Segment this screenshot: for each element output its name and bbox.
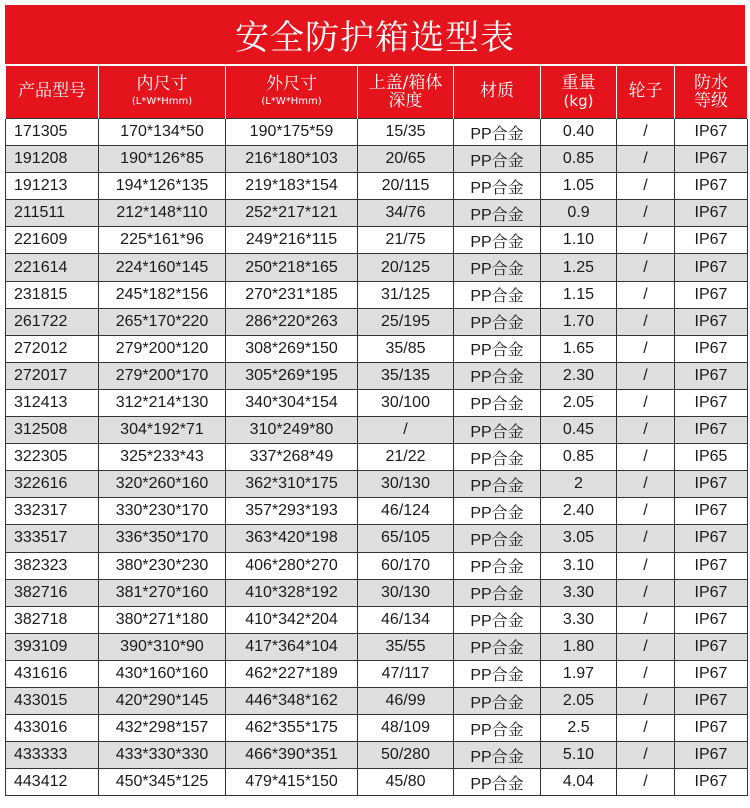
- cell-inner-size: 170*134*50: [99, 119, 226, 146]
- cell-model: 221614: [6, 254, 99, 281]
- table-row: [6, 227, 748, 254]
- cell-outer-size: 357*293*193: [226, 498, 358, 525]
- cell-depth: 46/124: [358, 498, 454, 525]
- cell-weight: 0.85: [541, 444, 617, 471]
- cell-inner-size: 430*160*160: [99, 660, 226, 687]
- cell-model: 382716: [6, 579, 99, 606]
- cell-waterproof: IP67: [675, 769, 748, 796]
- cell-model: 322616: [6, 471, 99, 498]
- cell-wheels: /: [617, 525, 675, 552]
- cell-waterproof: IP67: [675, 498, 748, 525]
- cell-material: PP合金: [454, 281, 541, 308]
- table-row: [6, 525, 748, 552]
- cell-model: 433016: [6, 715, 99, 742]
- cell-outer-size: 410*328*192: [226, 579, 358, 606]
- cell-waterproof: IP67: [675, 471, 748, 498]
- cell-waterproof: IP67: [675, 200, 748, 227]
- table-row: [6, 417, 748, 444]
- cell-wheels: /: [617, 335, 675, 362]
- cell-waterproof: IP67: [675, 362, 748, 389]
- selection-table: [5, 66, 748, 796]
- cell-outer-size: 270*231*185: [226, 281, 358, 308]
- cell-material: PP合金: [454, 525, 541, 552]
- cell-model: 382718: [6, 606, 99, 633]
- cell-weight: 2.40: [541, 498, 617, 525]
- cell-depth: 50/280: [358, 742, 454, 769]
- cell-inner-size: 224*160*145: [99, 254, 226, 281]
- cell-model: 333517: [6, 525, 99, 552]
- cell-outer-size: 410*342*204: [226, 606, 358, 633]
- cell-inner-size: 380*271*180: [99, 606, 226, 633]
- table-row: [6, 308, 748, 335]
- cell-outer-size: 219*183*154: [226, 173, 358, 200]
- cell-depth: 35/55: [358, 633, 454, 660]
- cell-material: PP合金: [454, 769, 541, 796]
- cell-model: 171305: [6, 119, 99, 146]
- cell-inner-size: 450*345*125: [99, 769, 226, 796]
- cell-model: 433333: [6, 742, 99, 769]
- table-row: [6, 200, 748, 227]
- cell-inner-size: 194*126*135: [99, 173, 226, 200]
- cell-weight: 5.10: [541, 742, 617, 769]
- cell-model: 433015: [6, 687, 99, 714]
- cell-depth: 30/130: [358, 471, 454, 498]
- cell-weight: 1.80: [541, 633, 617, 660]
- cell-inner-size: 433*330*330: [99, 742, 226, 769]
- cell-material: PP合金: [454, 417, 541, 444]
- cell-depth: 35/135: [358, 362, 454, 389]
- cell-outer-size: 479*415*150: [226, 769, 358, 796]
- table-body: [6, 119, 748, 796]
- cell-outer-size: 310*249*80: [226, 417, 358, 444]
- cell-depth: 35/85: [358, 335, 454, 362]
- table-row: [6, 579, 748, 606]
- cell-outer-size: 337*268*49: [226, 444, 358, 471]
- cell-waterproof: IP67: [675, 308, 748, 335]
- cell-material: PP合金: [454, 471, 541, 498]
- table-row: [6, 471, 748, 498]
- cell-model: 312508: [6, 417, 99, 444]
- table-row: [6, 769, 748, 796]
- cell-wheels: /: [617, 498, 675, 525]
- header-weight: 重量 (kg): [541, 66, 617, 119]
- cell-wheels: /: [617, 660, 675, 687]
- cell-material: PP合金: [454, 660, 541, 687]
- cell-weight: 1.15: [541, 281, 617, 308]
- cell-weight: 3.30: [541, 606, 617, 633]
- cell-wheels: /: [617, 173, 675, 200]
- cell-waterproof: IP65: [675, 444, 748, 471]
- cell-waterproof: IP67: [675, 633, 748, 660]
- cell-weight: 2.5: [541, 715, 617, 742]
- cell-waterproof: IP67: [675, 606, 748, 633]
- table-row: [6, 552, 748, 579]
- cell-outer-size: 252*217*121: [226, 200, 358, 227]
- cell-inner-size: 225*161*96: [99, 227, 226, 254]
- cell-model: 322305: [6, 444, 99, 471]
- cell-waterproof: IP67: [675, 579, 748, 606]
- table-row: [6, 660, 748, 687]
- table-row: [6, 254, 748, 281]
- cell-material: PP合金: [454, 552, 541, 579]
- cell-outer-size: 249*216*115: [226, 227, 358, 254]
- cell-inner-size: 312*214*130: [99, 389, 226, 416]
- cell-material: PP合金: [454, 606, 541, 633]
- cell-waterproof: IP67: [675, 119, 748, 146]
- cell-material: PP合金: [454, 227, 541, 254]
- cell-material: PP合金: [454, 444, 541, 471]
- table-row: [6, 742, 748, 769]
- cell-waterproof: IP67: [675, 173, 748, 200]
- table-row: [6, 146, 748, 173]
- cell-weight: 2.05: [541, 389, 617, 416]
- cell-depth: 15/35: [358, 119, 454, 146]
- cell-waterproof: IP67: [675, 335, 748, 362]
- cell-wheels: /: [617, 119, 675, 146]
- cell-waterproof: IP67: [675, 146, 748, 173]
- cell-wheels: /: [617, 227, 675, 254]
- cell-waterproof: IP67: [675, 227, 748, 254]
- table-row: [6, 362, 748, 389]
- cell-weight: 3.05: [541, 525, 617, 552]
- cell-wheels: /: [617, 281, 675, 308]
- cell-outer-size: 308*269*150: [226, 335, 358, 362]
- cell-weight: 1.25: [541, 254, 617, 281]
- header-outer-size: 外尺寸 (L*W*Hmm): [226, 66, 358, 119]
- cell-material: PP合金: [454, 308, 541, 335]
- cell-material: PP合金: [454, 742, 541, 769]
- cell-outer-size: 462*355*175: [226, 715, 358, 742]
- cell-weight: 1.97: [541, 660, 617, 687]
- cell-outer-size: 406*280*270: [226, 552, 358, 579]
- cell-weight: 1.05: [541, 173, 617, 200]
- cell-inner-size: 325*233*43: [99, 444, 226, 471]
- cell-wheels: /: [617, 742, 675, 769]
- table-row: [6, 498, 748, 525]
- table-row: [6, 633, 748, 660]
- cell-weight: 2.05: [541, 687, 617, 714]
- cell-model: 332317: [6, 498, 99, 525]
- cell-outer-size: 286*220*263: [226, 308, 358, 335]
- table-header-row: [6, 66, 748, 119]
- cell-wheels: /: [617, 687, 675, 714]
- cell-model: 261722: [6, 308, 99, 335]
- header-material: 材质: [454, 66, 541, 119]
- cell-waterproof: IP67: [675, 525, 748, 552]
- cell-depth: 30/100: [358, 389, 454, 416]
- cell-material: PP合金: [454, 579, 541, 606]
- header-model: 产品型号: [6, 66, 99, 119]
- cell-model: 272017: [6, 362, 99, 389]
- cell-inner-size: 432*298*157: [99, 715, 226, 742]
- cell-inner-size: 390*310*90: [99, 633, 226, 660]
- cell-wheels: /: [617, 769, 675, 796]
- cell-outer-size: 190*175*59: [226, 119, 358, 146]
- cell-waterproof: IP67: [675, 417, 748, 444]
- table-row: [6, 444, 748, 471]
- table-row: [6, 389, 748, 416]
- cell-depth: 47/117: [358, 660, 454, 687]
- cell-depth: 21/22: [358, 444, 454, 471]
- table-row: [6, 335, 748, 362]
- cell-weight: 3.30: [541, 579, 617, 606]
- cell-wheels: /: [617, 417, 675, 444]
- cell-weight: 4.04: [541, 769, 617, 796]
- cell-inner-size: 330*230*170: [99, 498, 226, 525]
- table-row: [6, 715, 748, 742]
- cell-depth: 25/195: [358, 308, 454, 335]
- cell-wheels: /: [617, 254, 675, 281]
- cell-depth: 46/99: [358, 687, 454, 714]
- cell-material: PP合金: [454, 687, 541, 714]
- cell-inner-size: 279*200*120: [99, 335, 226, 362]
- cell-wheels: /: [617, 362, 675, 389]
- table-row: [6, 119, 748, 146]
- cell-inner-size: 190*126*85: [99, 146, 226, 173]
- cell-inner-size: 420*290*145: [99, 687, 226, 714]
- cell-model: 231815: [6, 281, 99, 308]
- cell-weight: 0.85: [541, 146, 617, 173]
- cell-outer-size: 446*348*162: [226, 687, 358, 714]
- cell-inner-size: 381*270*160: [99, 579, 226, 606]
- cell-inner-size: 336*350*170: [99, 525, 226, 552]
- cell-model: 191208: [6, 146, 99, 173]
- table-row: [6, 173, 748, 200]
- cell-waterproof: IP67: [675, 281, 748, 308]
- cell-waterproof: IP67: [675, 742, 748, 769]
- cell-inner-size: 212*148*110: [99, 200, 226, 227]
- cell-weight: 3.10: [541, 552, 617, 579]
- cell-wheels: /: [617, 552, 675, 579]
- cell-model: 272012: [6, 335, 99, 362]
- cell-wheels: /: [617, 471, 675, 498]
- header-depth: 上盖/箱体 深度: [358, 66, 454, 119]
- cell-weight: 0.45: [541, 417, 617, 444]
- cell-weight: 0.9: [541, 200, 617, 227]
- cell-outer-size: 363*420*198: [226, 525, 358, 552]
- cell-depth: /: [358, 417, 454, 444]
- cell-material: PP合金: [454, 715, 541, 742]
- cell-depth: 46/134: [358, 606, 454, 633]
- cell-wheels: /: [617, 715, 675, 742]
- cell-material: PP合金: [454, 119, 541, 146]
- cell-material: PP合金: [454, 498, 541, 525]
- cell-waterproof: IP67: [675, 660, 748, 687]
- cell-inner-size: 304*192*71: [99, 417, 226, 444]
- page-title: 安全防护箱选型表: [5, 5, 745, 64]
- cell-depth: 45/80: [358, 769, 454, 796]
- cell-wheels: /: [617, 308, 675, 335]
- cell-outer-size: 340*304*154: [226, 389, 358, 416]
- cell-depth: 20/115: [358, 173, 454, 200]
- cell-inner-size: 380*230*230: [99, 552, 226, 579]
- cell-outer-size: 462*227*189: [226, 660, 358, 687]
- cell-model: 191213: [6, 173, 99, 200]
- cell-waterproof: IP67: [675, 715, 748, 742]
- cell-wheels: /: [617, 606, 675, 633]
- cell-material: PP合金: [454, 633, 541, 660]
- cell-wheels: /: [617, 633, 675, 660]
- cell-inner-size: 265*170*220: [99, 308, 226, 335]
- table-row: [6, 687, 748, 714]
- cell-wheels: /: [617, 579, 675, 606]
- cell-material: PP合金: [454, 389, 541, 416]
- cell-depth: 20/125: [358, 254, 454, 281]
- cell-outer-size: 466*390*351: [226, 742, 358, 769]
- table-row: [6, 281, 748, 308]
- header-inner-size: 内尺寸 (L*W*Hmm): [99, 66, 226, 119]
- cell-material: PP合金: [454, 200, 541, 227]
- cell-wheels: /: [617, 200, 675, 227]
- table-row: [6, 606, 748, 633]
- cell-outer-size: 216*180*103: [226, 146, 358, 173]
- cell-material: PP合金: [454, 335, 541, 362]
- cell-material: PP合金: [454, 173, 541, 200]
- cell-material: PP合金: [454, 146, 541, 173]
- cell-outer-size: 362*310*175: [226, 471, 358, 498]
- cell-depth: 60/170: [358, 552, 454, 579]
- cell-material: PP合金: [454, 254, 541, 281]
- cell-model: 431616: [6, 660, 99, 687]
- cell-model: 211511: [6, 200, 99, 227]
- cell-weight: 1.65: [541, 335, 617, 362]
- cell-weight: 1.10: [541, 227, 617, 254]
- cell-depth: 30/130: [358, 579, 454, 606]
- cell-waterproof: IP67: [675, 254, 748, 281]
- cell-depth: 20/65: [358, 146, 454, 173]
- header-wheels: 轮子: [617, 66, 675, 119]
- cell-model: 382323: [6, 552, 99, 579]
- cell-model: 312413: [6, 389, 99, 416]
- cell-wheels: /: [617, 389, 675, 416]
- cell-outer-size: 417*364*104: [226, 633, 358, 660]
- cell-material: PP合金: [454, 362, 541, 389]
- cell-inner-size: 245*182*156: [99, 281, 226, 308]
- cell-weight: 0.40: [541, 119, 617, 146]
- cell-outer-size: 305*269*195: [226, 362, 358, 389]
- cell-inner-size: 320*260*160: [99, 471, 226, 498]
- cell-inner-size: 279*200*170: [99, 362, 226, 389]
- cell-waterproof: IP67: [675, 687, 748, 714]
- cell-depth: 31/125: [358, 281, 454, 308]
- cell-depth: 65/105: [358, 525, 454, 552]
- cell-outer-size: 250*218*165: [226, 254, 358, 281]
- cell-waterproof: IP67: [675, 552, 748, 579]
- cell-model: 393109: [6, 633, 99, 660]
- cell-depth: 48/109: [358, 715, 454, 742]
- cell-depth: 21/75: [358, 227, 454, 254]
- cell-wheels: /: [617, 146, 675, 173]
- cell-model: 221609: [6, 227, 99, 254]
- cell-depth: 34/76: [358, 200, 454, 227]
- cell-wheels: /: [617, 444, 675, 471]
- header-waterproof: 防水 等级: [675, 66, 748, 119]
- cell-waterproof: IP67: [675, 389, 748, 416]
- cell-weight: 1.70: [541, 308, 617, 335]
- cell-weight: 2: [541, 471, 617, 498]
- cell-model: 443412: [6, 769, 99, 796]
- cell-weight: 2.30: [541, 362, 617, 389]
